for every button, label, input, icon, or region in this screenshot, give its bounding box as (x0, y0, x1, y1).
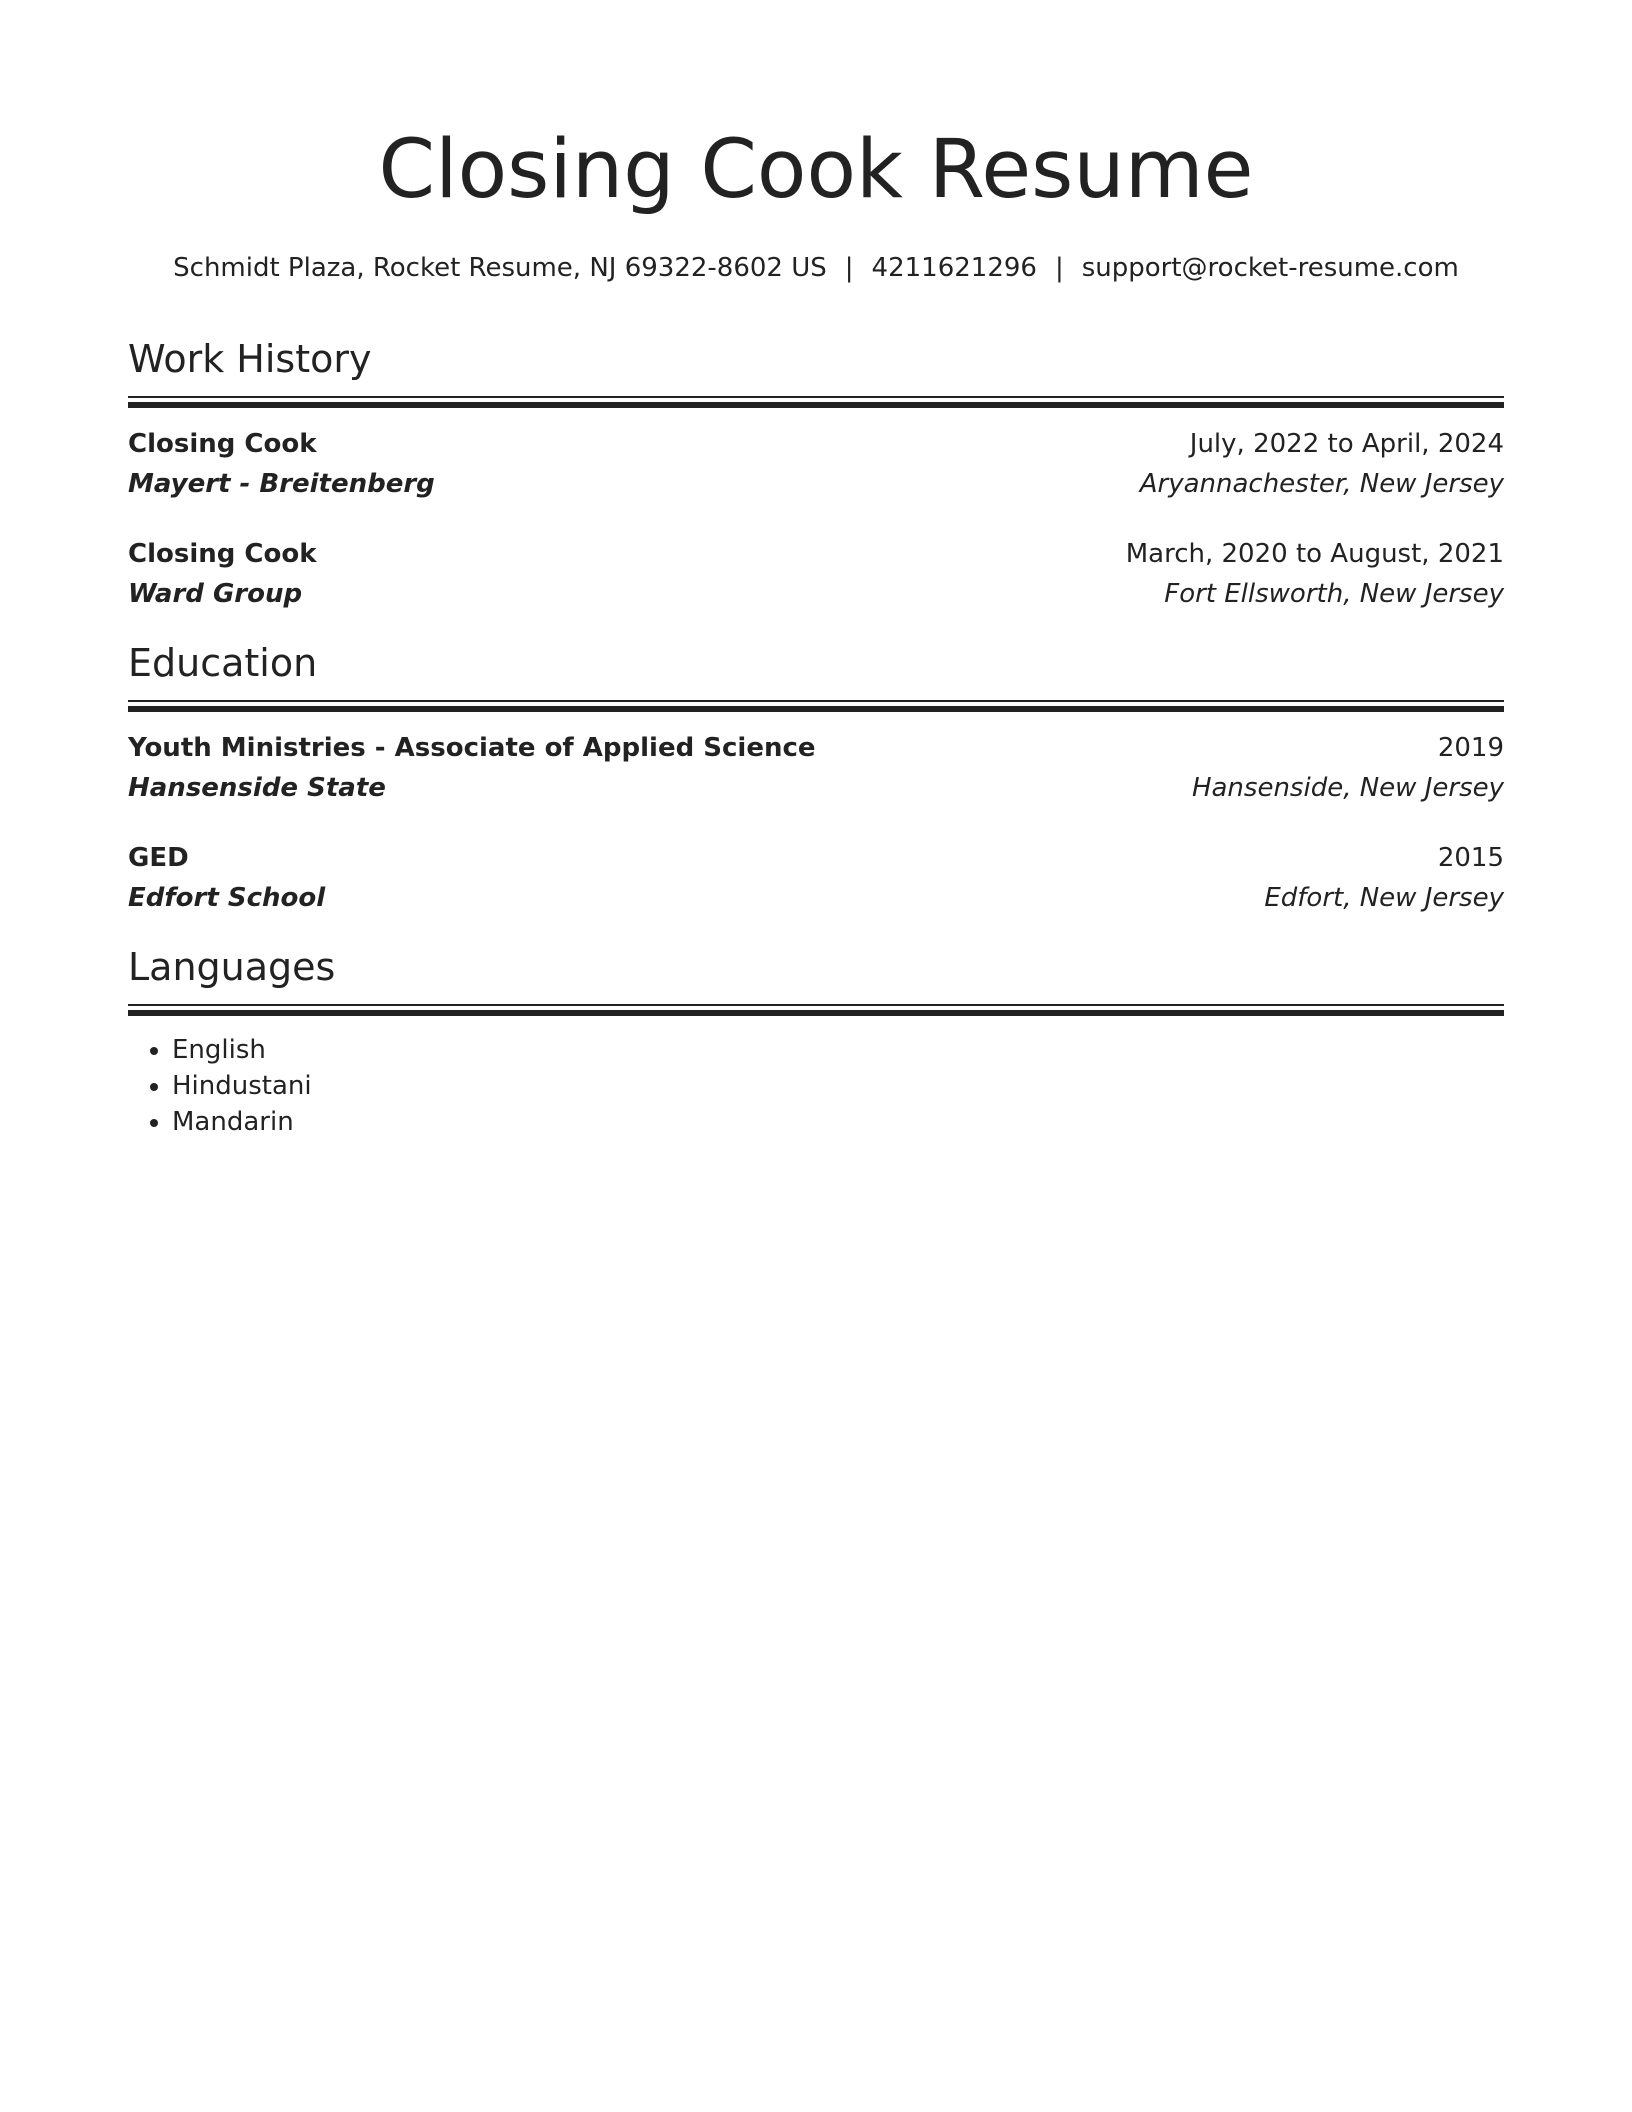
degree-name: Youth Ministries - Associate of Applied Science (128, 733, 816, 763)
language-item: • English (172, 1032, 1504, 1068)
education-section (128, 638, 1504, 918)
education-entry-top-row (128, 728, 1504, 768)
section-divider (128, 396, 1504, 408)
contact-phone: 4211621296 (871, 253, 1037, 283)
contact-separator: | (844, 253, 854, 283)
work-history-section (128, 334, 1504, 614)
work-entry (128, 534, 1504, 614)
education-entry (128, 838, 1504, 918)
school-name: Edfort School (128, 883, 326, 913)
job-title: Closing Cook (128, 539, 317, 569)
contact-separator: | (1054, 253, 1064, 283)
job-dates: July, 2022 to April, 2024 (1189, 429, 1504, 459)
job-location: Aryannachester, New Jersey (1139, 469, 1504, 499)
page-title: Closing Cook Resume (378, 123, 1254, 217)
education-heading: Education (128, 641, 318, 685)
job-location: Fort Ellsworth, New Jersey (1164, 579, 1504, 609)
section-divider (128, 1004, 1504, 1016)
graduation-year: 2019 (1437, 733, 1504, 763)
education-entry-top-row (128, 838, 1504, 878)
employer-name: Ward Group (128, 579, 303, 609)
education-entry-bottom-row (128, 768, 1504, 808)
education-entry (128, 728, 1504, 808)
job-title: Closing Cook (128, 429, 317, 459)
work-entry-bottom-row (128, 464, 1504, 504)
work-entry-bottom-row (128, 574, 1504, 614)
school-location: Hansenside, New Jersey (1191, 773, 1504, 803)
contact-email: support@rocket-resume.com (1081, 253, 1459, 283)
work-entry-top-row (128, 534, 1504, 574)
contact-line (128, 250, 1504, 286)
graduation-year: 2015 (1437, 843, 1504, 873)
employer-name: Mayert - Breitenberg (128, 469, 435, 499)
languages-section (128, 942, 1504, 1140)
job-dates: March, 2020 to August, 2021 (1125, 539, 1504, 569)
degree-name: GED (128, 843, 189, 873)
languages-list (128, 1032, 1504, 1140)
school-location: Edfort, New Jersey (1264, 883, 1504, 913)
work-entry (128, 424, 1504, 504)
work-entry-top-row (128, 424, 1504, 464)
contact-address: Schmidt Plaza, Rocket Resume, NJ 69322-8602 US (173, 253, 827, 283)
section-divider (128, 700, 1504, 712)
education-entry-bottom-row (128, 878, 1504, 918)
work-history-heading: Work History (128, 337, 372, 381)
school-name: Hansenside State (128, 773, 386, 803)
language-item: • Mandarin (172, 1104, 1504, 1140)
language-item: • Hindustani (172, 1068, 1504, 1104)
languages-heading: Languages (128, 945, 336, 989)
